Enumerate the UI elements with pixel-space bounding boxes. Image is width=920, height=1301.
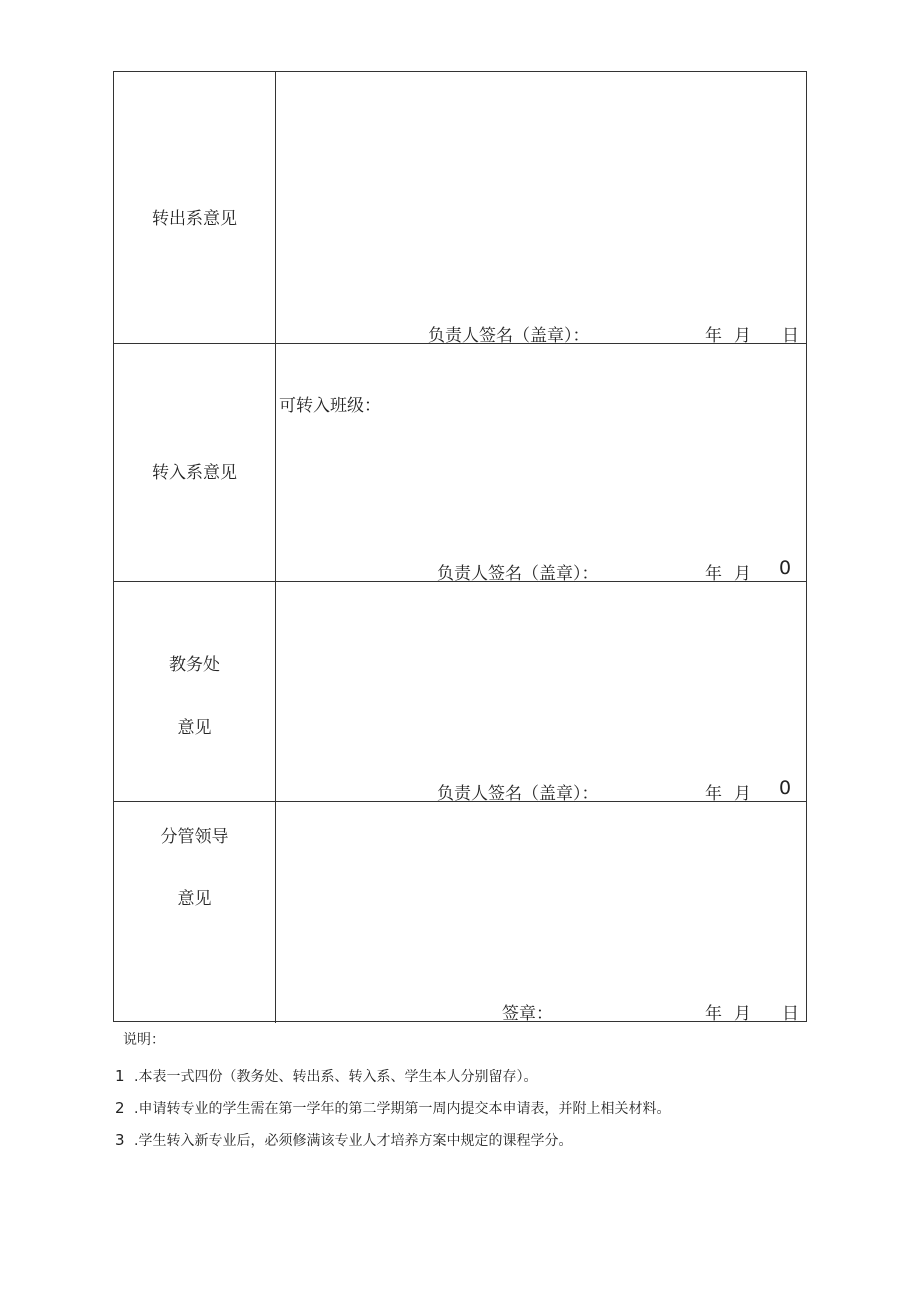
- date-year: 年: [705, 1004, 722, 1024]
- transfer-class-field-label: 可转入班级：: [279, 396, 381, 416]
- transfer-out-dept-label: 转出系意见: [152, 209, 237, 229]
- date-month: 月: [734, 1004, 751, 1024]
- opinion-label: 意见: [177, 718, 212, 738]
- date-month: 月: [734, 564, 751, 584]
- date-day: 0: [779, 557, 792, 579]
- date-day: 0: [779, 777, 792, 799]
- note-item: [115, 1066, 537, 1086]
- note-number: 3: [115, 1131, 125, 1149]
- academic-affairs-row: [114, 582, 806, 802]
- row-label-cell: [114, 72, 276, 343]
- date-year: 年: [705, 564, 722, 584]
- date-month: 月: [734, 326, 751, 346]
- date-day: 日: [782, 1004, 799, 1024]
- date-year: 年: [705, 326, 722, 346]
- row-label-cell: [114, 802, 276, 1023]
- transfer-in-dept-row: [114, 344, 806, 582]
- row-label-cell: [114, 582, 276, 801]
- approval-form-table: [113, 71, 807, 1022]
- note-number: 2: [115, 1099, 125, 1117]
- transfer-out-dept-row: [114, 72, 806, 344]
- note-item: [115, 1098, 670, 1118]
- signature-label: 负责人签名（盖章）：: [437, 784, 599, 804]
- note-text: .本表一式四份（教务处、转出系、转入系、学生本人分别留存）。: [134, 1069, 538, 1085]
- note-text: .学生转入新专业后，必须修满该专业人才培养方案中规定的课程学分。: [134, 1133, 573, 1149]
- note-text: .申请转专业的学生需在第一学年的第二学期第一周内提交本申请表，并附上相关材料。: [134, 1101, 671, 1117]
- date-month: 月: [734, 784, 751, 804]
- note-number: 1: [115, 1067, 125, 1085]
- date-year: 年: [705, 784, 722, 804]
- row-label-cell: [114, 344, 276, 581]
- leadership-row: [114, 802, 806, 1023]
- leadership-label: 分管领导: [160, 827, 229, 847]
- signature-label: 负责人签名（盖章）：: [437, 564, 599, 584]
- date-day: 日: [782, 326, 799, 346]
- academic-affairs-label: 教务处: [169, 655, 220, 675]
- transfer-in-dept-label: 转入系意见: [152, 463, 237, 483]
- signature-label: 签章：: [502, 1004, 553, 1024]
- note-item: [115, 1130, 572, 1150]
- notes-title: 说明：: [123, 1032, 165, 1048]
- opinion-label: 意见: [177, 889, 212, 909]
- signature-label: 负责人签名（盖章）：: [428, 326, 590, 346]
